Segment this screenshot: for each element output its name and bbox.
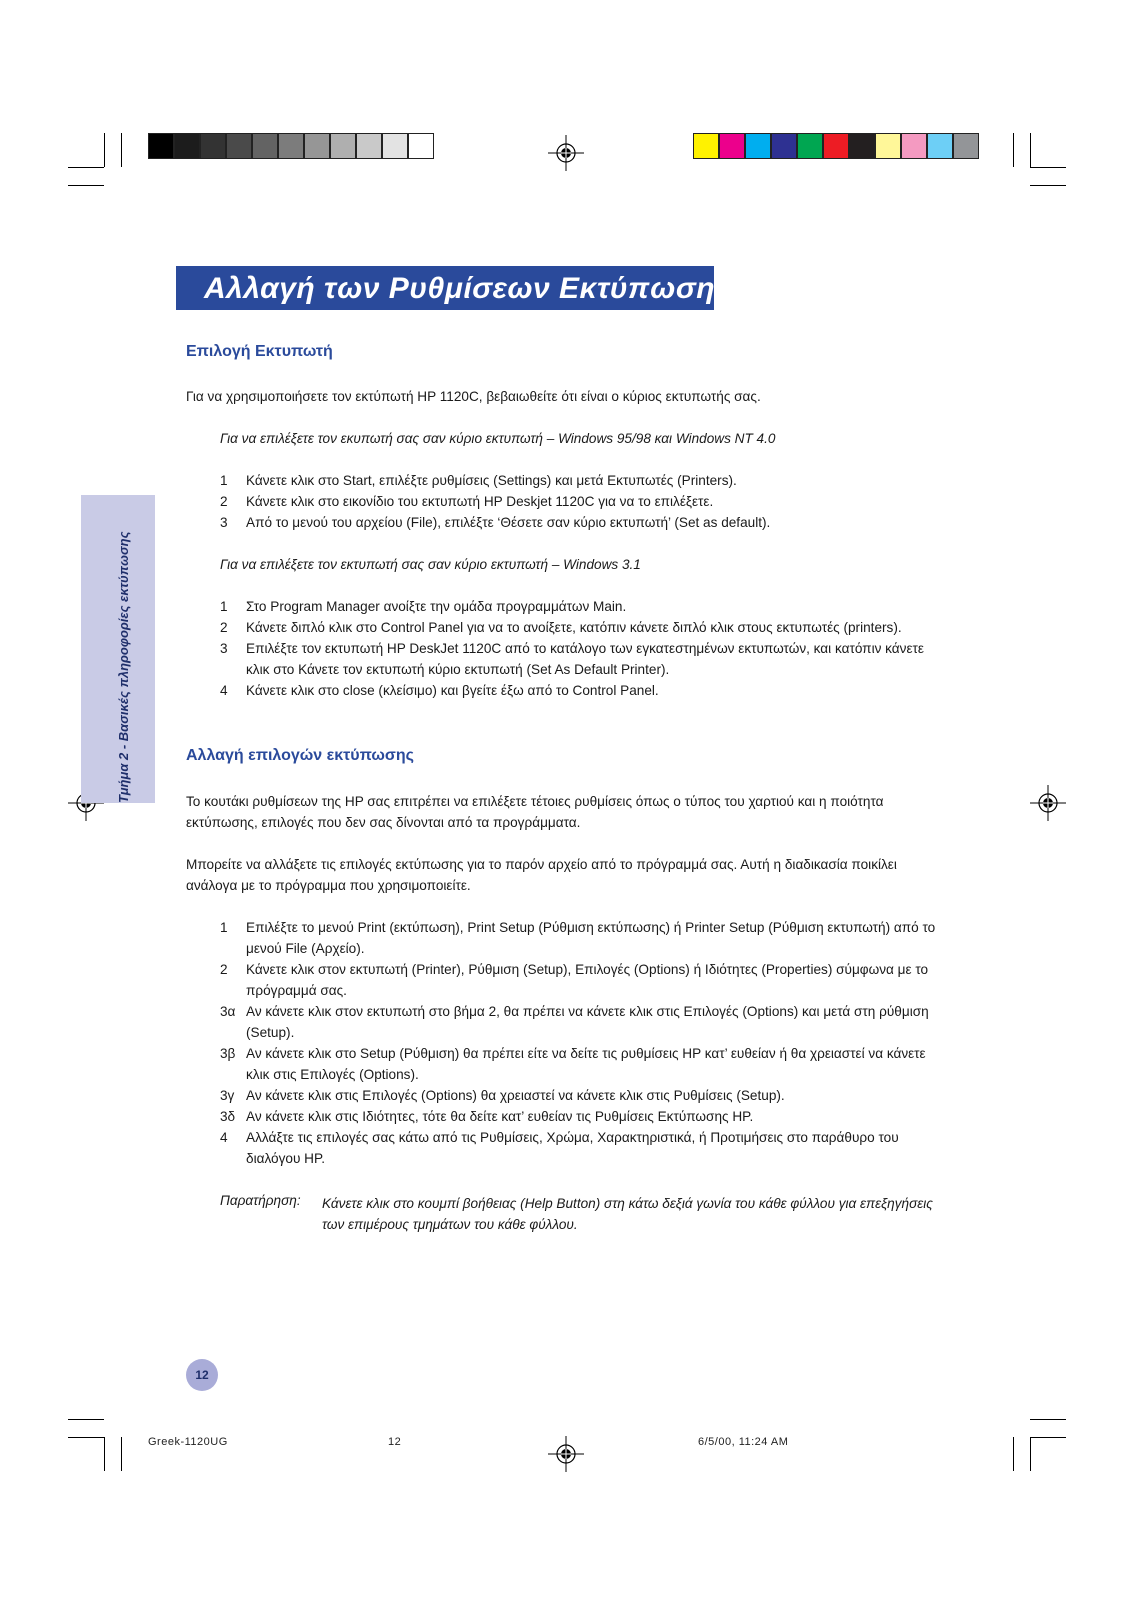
list-item: 3 Επιλέξτε τον εκτυπωτή HP DeskJet 1120C από το κατάλογο των εγκατεστημένων εκτυπωτών, και κατόπιν κάνετε κλικ στο Κάνετε τον εκτυπωτή κύριο εκτυπωτή (Set As Default Printer).	[220, 641, 924, 677]
chapter-side-tab	[81, 495, 155, 803]
crop-mark	[68, 1437, 104, 1438]
color-swatch	[875, 133, 901, 159]
list-item: 3γ Αν κάνετε κλικ στις Επιλογές (Options) θα χρειαστεί να κάνετε κλικ στις Ρυθμίσεις (Setup).	[220, 1088, 785, 1103]
color-swatch	[330, 133, 356, 159]
list-item: 4 Αλλάξτε τις επιλογές σας κάτω από τις Ρυθμίσεις, Χρώμα, Χαρακτηριστικά, ή Προτιμήσεις στο παράθυρο του διαλόγου HP.	[220, 1130, 899, 1166]
list-item: 1 Κάνετε κλικ στο Start, επιλέξτε ρυθμίσεις (Settings) και μετά Εκτυπωτές (Printers).	[220, 473, 737, 488]
grayscale-swatch-bar	[148, 133, 434, 159]
crop-mark	[68, 1419, 104, 1420]
crop-mark	[68, 167, 104, 168]
color-swatch-bar	[693, 133, 979, 159]
intro-paragraph: Για να χρησιμοποιήσετε τον εκτύπωτή HP 1120C, βεβαιωθείτε ότι είναι ο κύριος εκτυπωτής σας.	[186, 389, 761, 404]
registration-mark-icon	[548, 135, 584, 171]
steps-list-print-options	[220, 917, 940, 1169]
color-swatch	[849, 133, 875, 159]
steps-list-windows-95	[220, 470, 940, 533]
crop-mark	[1030, 185, 1066, 186]
crop-mark	[104, 133, 105, 167]
crop-mark	[1013, 133, 1014, 167]
crop-mark	[68, 185, 104, 186]
crop-mark	[1030, 167, 1066, 168]
color-swatch	[200, 133, 226, 159]
page-number-badge: 12	[186, 1359, 218, 1391]
color-swatch	[356, 133, 382, 159]
list-item: 3α Αν κάνετε κλικ στον εκτυπωτή στο βήμα 2, θα πρέπει να κάνετε κλικ στις Επιλογές (Options) και μετά στη ρύθμιση (Setup).	[220, 1004, 929, 1040]
list-item: 4 Κάνετε κλικ στο close (κλείσιμο) και βγείτε έξω από το Control Panel.	[220, 683, 659, 698]
color-swatch	[953, 133, 979, 159]
subheading-windows-31: Για να επιλέξετε τον εκτυπωτή σας σαν κύριο εκτυπωτή – Windows 3.1	[220, 557, 641, 572]
section-heading-print-options: Αλλαγή επιλογών εκτύπωσης	[186, 747, 414, 764]
page-title-bar	[176, 266, 732, 310]
list-item: 3 Από το μενού του αρχείου (File), επιλέξτε ‘Θέσετε σαν κύριο εκτυπωτή’ (Set as default).	[220, 515, 771, 530]
list-item: 2 Κάνετε διπλό κλικ στο Control Panel για να το ανοίξετε, κατόπιν κάνετε διπλό κλικ στους εκτυπωτές (printers).	[220, 620, 902, 635]
note-text: Κάνετε κλικ στο κουμπί βοήθειας (Help Button) στη κάτω δεξιά γωνία του κάθε φύλλου για επεξηγήσεις των επιμέρους τμημάτων του κάθε φύλλου.	[322, 1196, 933, 1232]
color-swatch	[148, 133, 174, 159]
chapter-side-label: Τμήμα 2 - Βασικές πληροφορίες εκτύπωσης	[116, 531, 131, 803]
steps-list-windows-31	[220, 596, 940, 701]
color-swatch	[771, 133, 797, 159]
crop-mark	[1030, 133, 1031, 167]
color-swatch	[693, 133, 719, 159]
list-item: 3δ Αν κάνετε κλικ στις Ιδιότητες, τότε θα δείτε κατ’ ευθείαν τις Ρυθμίσεις Εκτύπωσης HP.	[220, 1109, 754, 1124]
color-swatch	[226, 133, 252, 159]
color-swatch	[901, 133, 927, 159]
color-swatch	[408, 133, 434, 159]
registration-mark-icon	[1030, 785, 1066, 821]
crop-mark	[121, 1437, 122, 1471]
crop-mark	[121, 133, 122, 167]
section-heading-printer-selection: Επιλογή Εκτυπωτή	[186, 343, 333, 360]
footer-page: 12	[388, 1436, 402, 1448]
list-item: 1 Στο Program Manager ανοίξτε την ομάδα προγραμμάτων Main.	[220, 599, 627, 614]
list-item: 1 Επιλέξτε το μενού Print (εκτύπωση), Print Setup (Ρύθμιση εκτύπωσης) ή Printer Setup (Ρύθμιση εκτυπωτή) από το μενού File (Αρχείο).	[220, 920, 936, 956]
crop-mark	[1030, 1419, 1066, 1420]
color-swatch	[382, 133, 408, 159]
color-swatch	[304, 133, 330, 159]
color-swatch	[745, 133, 771, 159]
list-item: 3β Αν κάνετε κλικ στο Setup (Ρύθμιση) θα πρέπει είτε να δείτε τις ρυθμίσεις HP κατ’ ευθείαν ή θα χρειαστεί να κάνετε κλικ στις Επιλογές (Options).	[220, 1046, 926, 1082]
subheading-windows-95: Για να επιλέξετε τον εκυπωτή σας σαν κύριο εκτυπωτή – Windows 95/98 και Windows NT 4.0	[220, 431, 776, 446]
color-swatch	[797, 133, 823, 159]
footer-timestamp: 6/5/00, 11:24 AM	[698, 1436, 789, 1448]
paragraph-change-options: Μπορείτε να αλλάξετε τις επιλογές εκτύπωσης για το παρόν αρχείο από το πρόγραμμά σας. Αυτή η διαδικασία ποικίλει ανάλογα με το πρόγραμμα που χρησιμοποιείτε.	[186, 857, 897, 893]
crop-mark	[1013, 1437, 1014, 1471]
registration-mark-icon	[548, 1436, 584, 1472]
paragraph-settings-box: Το κουτάκι ρυθμίσεων της HP σας επιτρέπει να επιλέξετε τέτοιες ρυθμίσεις όπως ο τύπος του χαρτιού και η ποιότητα εκτύπωσης, επιλογές που δεν σας δίνονται από τα προγράμματα.	[186, 794, 884, 830]
color-swatch	[927, 133, 953, 159]
note-label: Παρατήρηση:	[220, 1193, 301, 1208]
list-item: 2 Κάνετε κλικ στο εικονίδιο του εκτυπωτή HP Deskjet 1120C για να το επιλέξετε.	[220, 494, 714, 509]
color-swatch	[719, 133, 745, 159]
color-swatch	[252, 133, 278, 159]
crop-mark	[1030, 1437, 1031, 1471]
crop-mark	[104, 1437, 105, 1471]
crop-mark	[1030, 1437, 1066, 1438]
list-item: 2 Κάνετε κλικ στον εκτυπωτή (Printer), Ρύθμιση (Setup), Επιλογές (Options) ή Ιδιότητες (Properties) σύμφωνα με το πρόγραμμά σας.	[220, 962, 929, 998]
color-swatch	[278, 133, 304, 159]
footer-filename: Greek-1120UG	[148, 1436, 228, 1448]
page-title: Αλλαγή των Ρυθμίσεων Εκτύπωσης	[204, 272, 732, 305]
color-swatch	[823, 133, 849, 159]
color-swatch	[174, 133, 200, 159]
